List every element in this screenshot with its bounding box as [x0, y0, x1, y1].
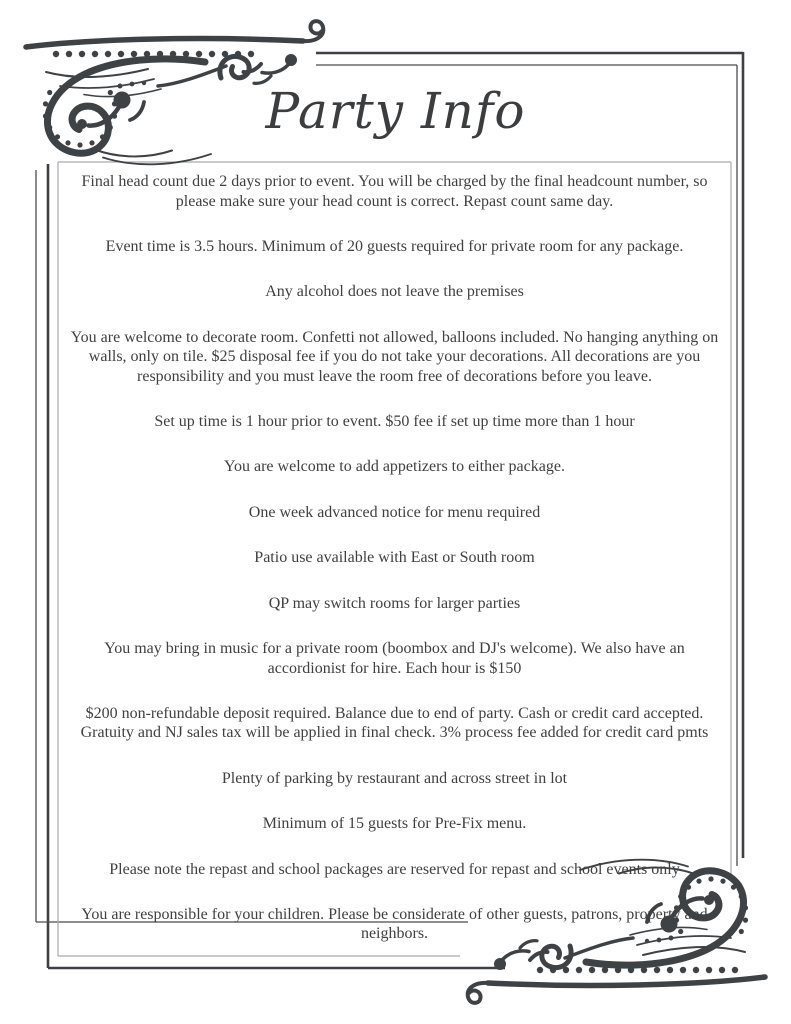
- page-title: Party Info: [265, 82, 526, 140]
- party-info-text: [58, 162, 731, 956]
- info-paragraph-setup-time: Set up time is 1 hour prior to event. $50 fee if set up time more than 1 hour: [154, 413, 635, 431]
- info-paragraph-music: You may bring in music for a private room (boombox and DJ's welcome). We also have an accordionist for hire. Each hour is $150: [104, 640, 685, 677]
- info-paragraph-patio: Patio use available with East or South room: [254, 549, 535, 567]
- info-paragraph-room-switch: QP may switch rooms for larger parties: [268, 594, 521, 612]
- info-paragraph-event-time: Event time is 3.5 hours. Minimum of 20 guests required for private room for any package.: [105, 237, 684, 255]
- info-paragraph-deposit: $200 non-refundable deposit required. Balance due to end of party. Cash or credit card accepted. Gratuity and NJ sales tax will be applied in final check. 3% process fee added for credit card pmts: [80, 704, 709, 742]
- info-paragraph-repast-school: Please note the repast and school packages are reserved for repast and school events only: [109, 860, 680, 878]
- info-paragraph-menu-notice: One week advanced notice for menu required: [248, 503, 541, 521]
- info-paragraph-decorations: You are welcome to decorate room. Confetti not allowed, balloons included. No hanging anything on walls, only on tile. $25 disposal fee if you do not take your decorations. All decorations are you responsibility and you must leave the room free of decorations before you leave.: [70, 328, 719, 385]
- info-paragraph-prefix-minimum: Minimum of 15 guests for Pre-Fix menu.: [262, 815, 527, 833]
- info-paragraph-headcount: Final head count due 2 days prior to event. You will be charged by the final headcount number, so please make sure your head count is correct. Repast count same day.: [81, 173, 708, 210]
- info-paragraph-children: You are responsible for your children. Please be considerate of other guests, patrons, property and neighbors.: [81, 905, 708, 943]
- info-paragraph-parking: Plenty of parking by restaurant and across street in lot: [221, 769, 568, 787]
- info-paragraph-appetizers: You are welcome to add appetizers to either package.: [224, 458, 565, 476]
- info-paragraph-alcohol: Any alcohol does not leave the premises: [265, 283, 524, 301]
